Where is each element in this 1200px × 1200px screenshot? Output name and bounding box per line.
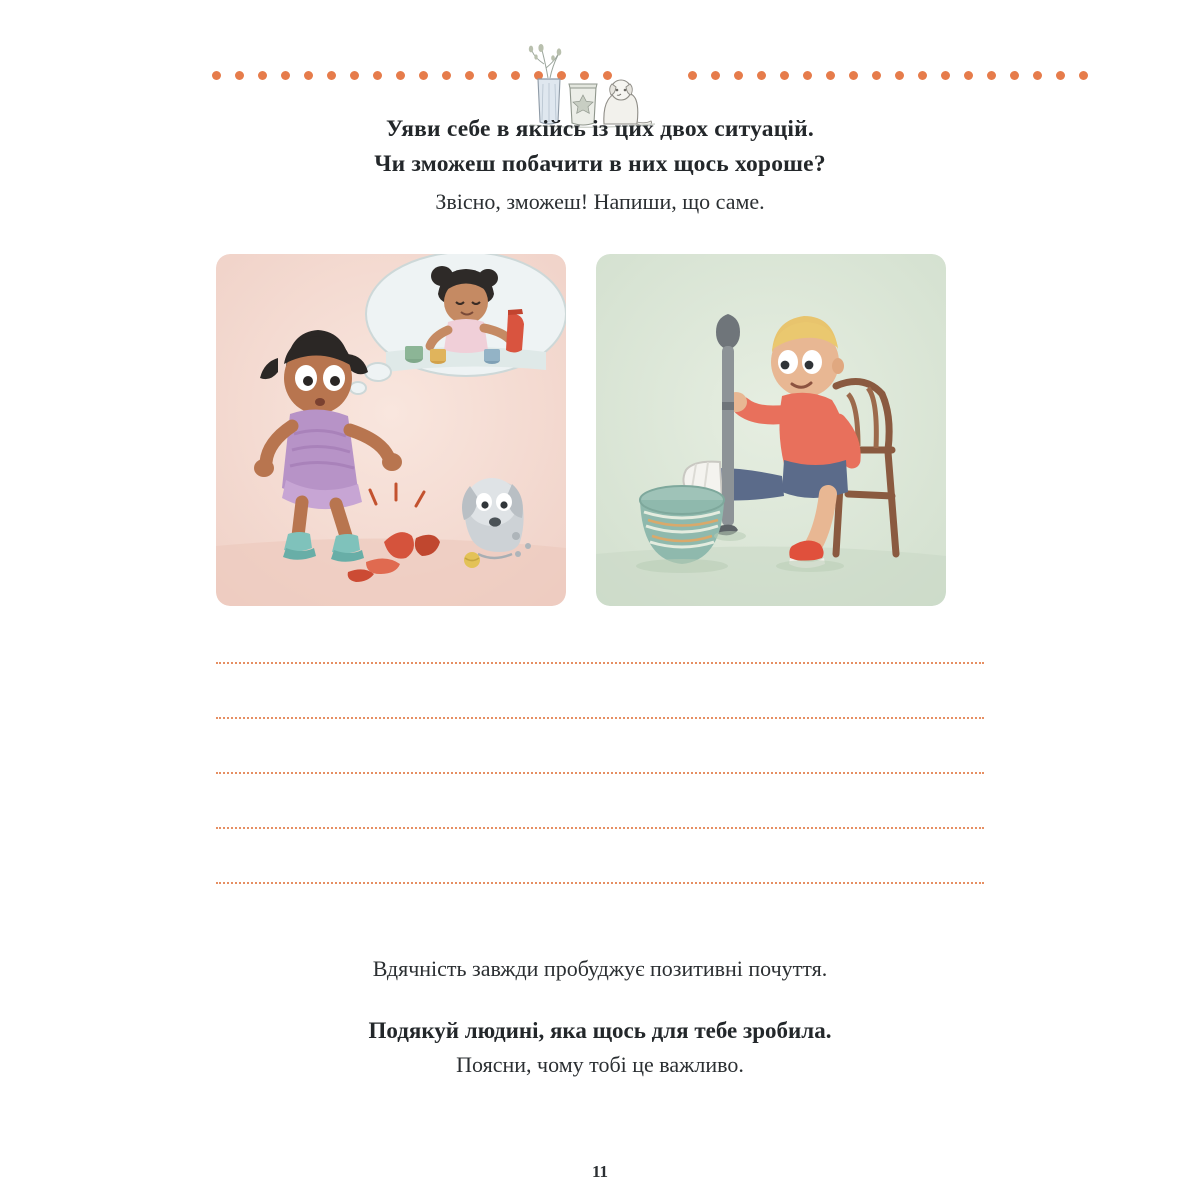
rule-dot <box>918 71 927 80</box>
rule-dot <box>872 71 881 80</box>
rule-dot <box>235 71 244 80</box>
closing-line-1: Вдячність завжди пробуджує позитивні почуття. <box>372 956 828 981</box>
closing-line-3: Поясни, чому тобі це важливо. <box>456 1052 744 1077</box>
rule-dot <box>1010 71 1019 80</box>
closing-line-2: Подякуй людині, яка щось для тебе зробила. <box>368 1018 832 1043</box>
illustration-pair <box>216 254 956 606</box>
rule-dot <box>964 71 973 80</box>
rule-dot <box>396 71 405 80</box>
writing-line[interactable] <box>216 662 984 664</box>
rule-dot <box>1079 71 1088 80</box>
rule-dot <box>419 71 428 80</box>
writing-line[interactable] <box>216 717 984 719</box>
rule-dot <box>734 71 743 80</box>
page-number: 11 <box>591 1162 609 1181</box>
rule-dot <box>895 71 904 80</box>
closing-instructions <box>0 952 1200 1082</box>
instruction-line-2: Чи зможеш побачити в них щось хороше? <box>374 151 826 177</box>
answer-writing-lines[interactable] <box>216 662 984 937</box>
rule-dot <box>941 71 950 80</box>
rule-dot <box>1033 71 1042 80</box>
rule-dot <box>780 71 789 80</box>
writing-line[interactable] <box>216 772 984 774</box>
rule-dot <box>826 71 835 80</box>
rule-dot <box>488 71 497 80</box>
rule-dot <box>442 71 451 80</box>
boy-with-leg-cast-and-crutch-illustration <box>596 254 946 606</box>
rule-dot <box>849 71 858 80</box>
instruction-line-1: Уяви себе в якійсь із цих двох ситуацій. <box>386 116 814 142</box>
rule-dot <box>757 71 766 80</box>
rule-dot <box>373 71 382 80</box>
writing-line[interactable] <box>216 827 984 829</box>
rule-dot <box>465 71 474 80</box>
rule-dot <box>281 71 290 80</box>
rule-dot <box>1056 71 1065 80</box>
rule-dot <box>350 71 359 80</box>
rule-dot <box>212 71 221 80</box>
instruction-line-3: Звісно, зможеш! Напиши, що саме. <box>435 189 765 214</box>
rule-dot <box>803 71 812 80</box>
rule-dot <box>258 71 267 80</box>
rule-dot <box>987 71 996 80</box>
task-instructions <box>0 112 1200 220</box>
rule-dot <box>711 71 720 80</box>
dotted-rule-right <box>688 71 1088 80</box>
writing-line[interactable] <box>216 882 984 884</box>
rule-dot <box>304 71 313 80</box>
rule-dot <box>688 71 697 80</box>
girl-broken-vase-with-dog-illustration <box>216 254 566 606</box>
rule-dot <box>327 71 336 80</box>
